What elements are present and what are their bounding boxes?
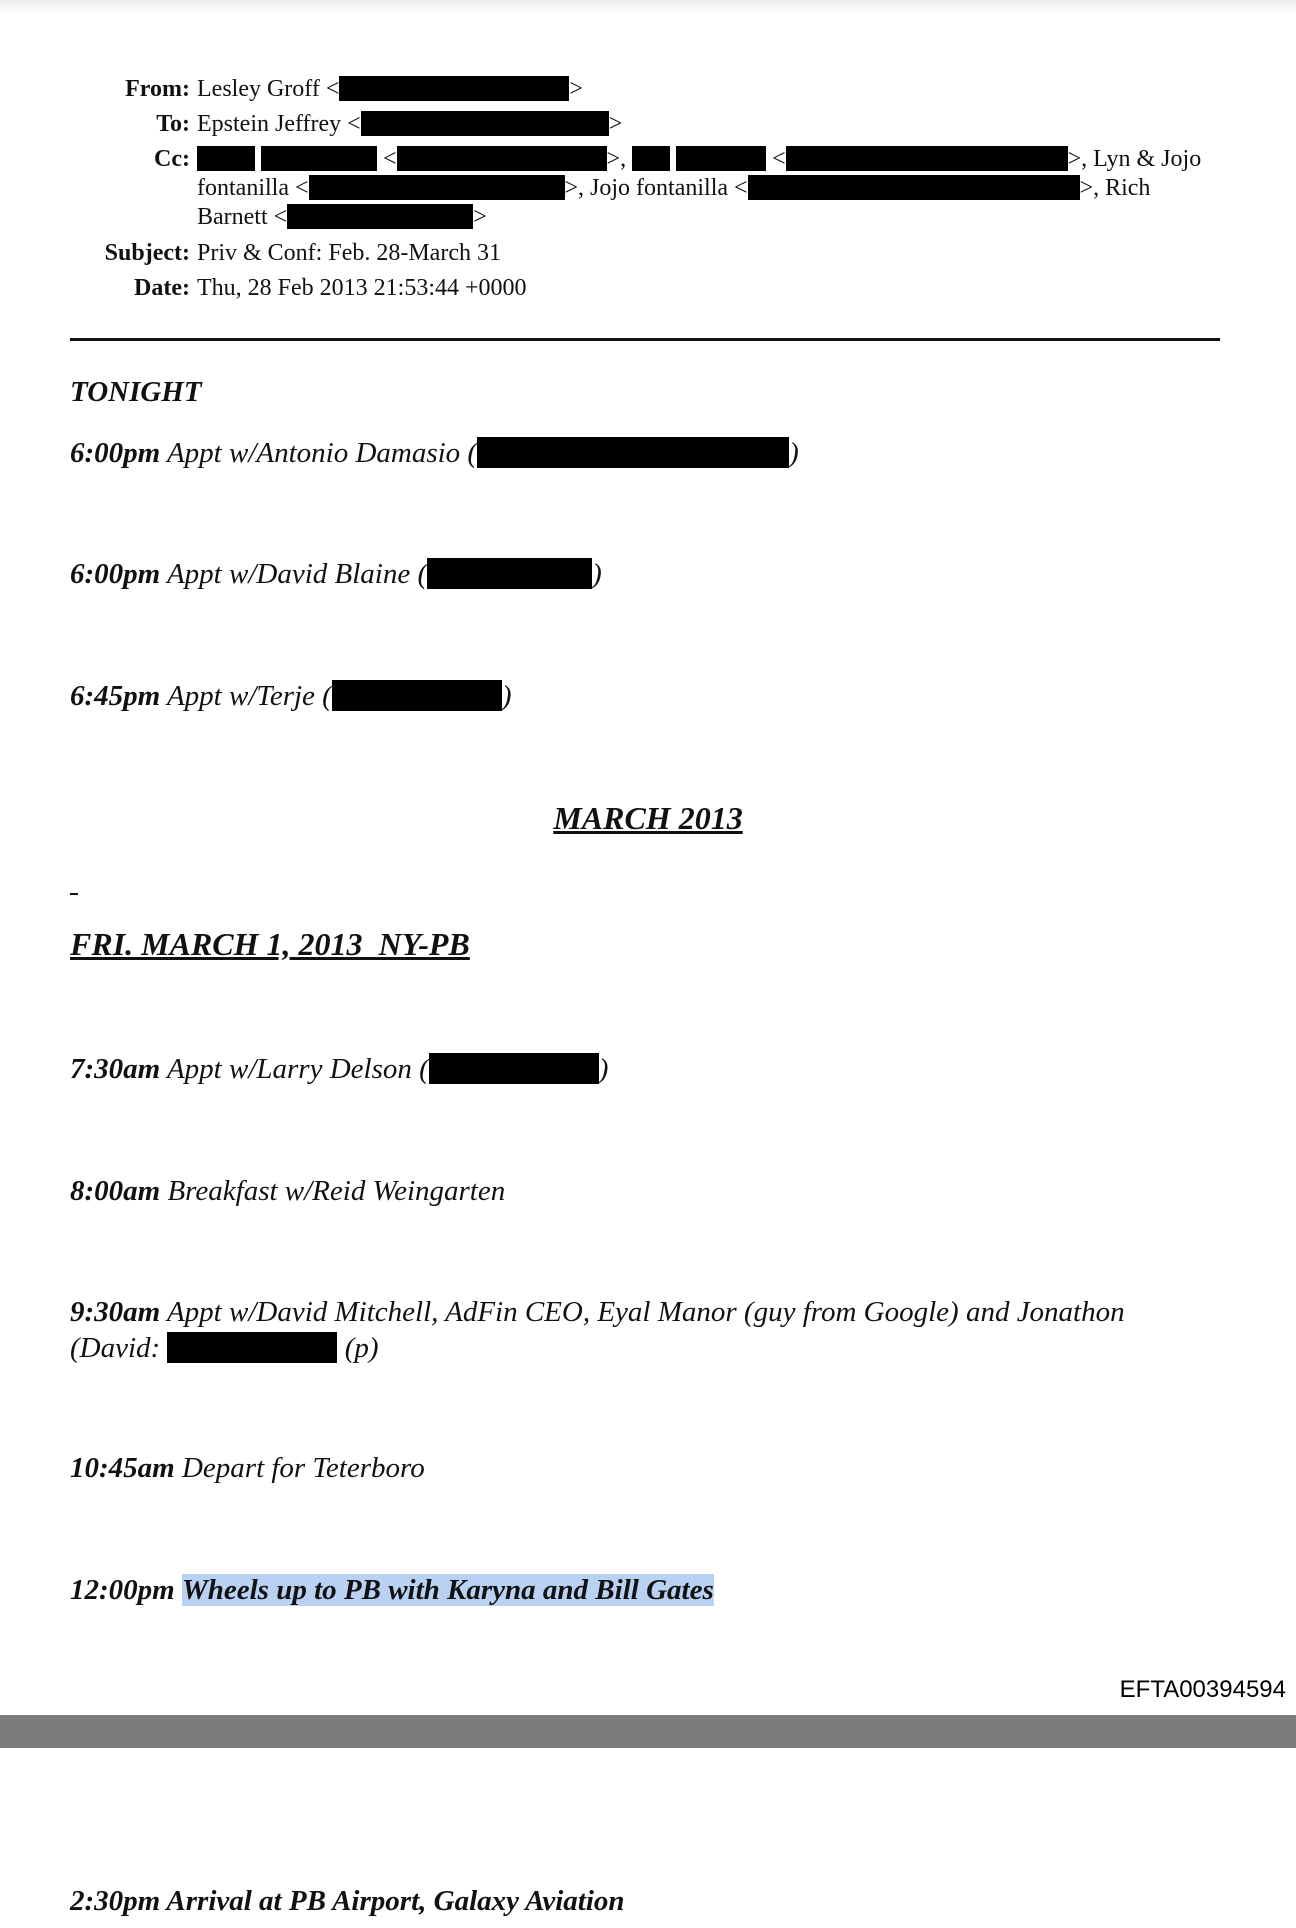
page-top-shadow bbox=[0, 0, 1296, 14]
schedule-item bbox=[70, 1573, 714, 1607]
redaction-box bbox=[397, 146, 607, 171]
schedule-item bbox=[70, 679, 512, 713]
item-close: ) bbox=[592, 558, 602, 590]
document-page-next bbox=[0, 1748, 1296, 1928]
cc-text: >, Rich bbox=[1079, 175, 1151, 201]
schedule-item bbox=[70, 1884, 625, 1918]
item-text: Appt w/David Blaine ( bbox=[166, 558, 428, 590]
item-text: Appt w/David Mitchell, AdFin CEO, Eyal Manor (guy from Google) and Jonathon bbox=[166, 1296, 1125, 1328]
item-text: Arrival at PB Airport, Galaxy Aviation bbox=[166, 1885, 625, 1917]
cc-label: Cc: bbox=[154, 146, 190, 172]
schedule-item-continued bbox=[70, 1331, 379, 1365]
item-text: (David: bbox=[70, 1332, 161, 1364]
item-text: Depart for Teterboro bbox=[181, 1452, 425, 1484]
item-time: 7:30am bbox=[70, 1053, 161, 1085]
dash-mark bbox=[70, 893, 78, 895]
from-label: From: bbox=[125, 76, 190, 102]
redaction-box bbox=[477, 437, 789, 468]
item-text: Breakfast w/Reid Weingarten bbox=[167, 1175, 506, 1207]
redaction-box bbox=[786, 146, 1068, 171]
subject-value: Priv & Conf: Feb. 28-March 31 bbox=[197, 240, 501, 266]
redaction-box bbox=[339, 76, 569, 101]
item-time: 6:45pm bbox=[70, 680, 161, 712]
cc-line-3 bbox=[197, 203, 487, 232]
schedule-item bbox=[70, 1174, 505, 1208]
cc-text: fontanilla < bbox=[197, 175, 309, 201]
redaction-box bbox=[309, 175, 565, 200]
from-name: Lesley Groff < bbox=[197, 76, 340, 102]
cc-line-1 bbox=[197, 145, 1201, 174]
highlighted-text[interactable]: Wheels up to PB with Karyna and Bill Gates bbox=[181, 1574, 714, 1606]
schedule-item bbox=[70, 1295, 1125, 1329]
item-time: 6:00pm bbox=[70, 437, 161, 469]
item-time: 8:00am bbox=[70, 1175, 161, 1207]
day-heading: FRI. MARCH 1, 2013 NY-PB bbox=[70, 926, 470, 962]
cc-text: >, Jojo fontanilla < bbox=[564, 175, 748, 201]
date-value: Thu, 28 Feb 2013 21:53:44 +0000 bbox=[197, 275, 527, 301]
redaction-box bbox=[287, 204, 473, 229]
item-time: 6:00pm bbox=[70, 558, 161, 590]
to-close: > bbox=[608, 111, 623, 137]
schedule-item bbox=[70, 436, 799, 470]
month-heading: MARCH 2013 bbox=[553, 800, 743, 836]
cc-tail: >, Lyn & Jojo bbox=[1067, 146, 1202, 172]
cc-line-2 bbox=[197, 174, 1150, 203]
item-time: 9:30am bbox=[70, 1296, 161, 1328]
item-close: ) bbox=[501, 680, 512, 712]
redaction-box bbox=[361, 111, 609, 136]
item-text: Appt w/Antonio Damasio ( bbox=[166, 437, 478, 469]
redaction-box bbox=[167, 1332, 337, 1363]
from-close: > bbox=[569, 76, 583, 102]
redaction-box bbox=[632, 146, 670, 171]
header-divider bbox=[70, 338, 1220, 341]
schedule-item bbox=[70, 1052, 608, 1086]
item-close: ) bbox=[598, 1053, 609, 1085]
item-time: 10:45am bbox=[70, 1452, 175, 1484]
to-name: Epstein Jeffrey < bbox=[197, 111, 361, 137]
item-close: ) bbox=[789, 437, 799, 469]
tonight-heading: TONIGHT bbox=[70, 376, 202, 408]
page-separator bbox=[0, 1715, 1296, 1748]
schedule-item bbox=[70, 1451, 425, 1485]
cc-sep: < bbox=[772, 146, 786, 172]
item-time: 12:00pm bbox=[70, 1574, 175, 1606]
to-label: To: bbox=[156, 111, 190, 137]
subject-label: Subject: bbox=[104, 240, 190, 266]
cc-sep: < bbox=[383, 146, 397, 172]
item-text: (p) bbox=[344, 1332, 379, 1364]
document-id: EFTA00394594 bbox=[1119, 1676, 1286, 1703]
redaction-box bbox=[748, 175, 1080, 200]
to-value bbox=[197, 110, 622, 139]
redaction-box bbox=[676, 146, 766, 171]
cc-text: Barnett < bbox=[197, 204, 288, 230]
cc-sep: >, bbox=[606, 146, 627, 172]
item-time: 2:30pm bbox=[70, 1885, 161, 1917]
redaction-box bbox=[429, 1053, 599, 1084]
from-value bbox=[197, 75, 583, 104]
cc-text: > bbox=[473, 204, 487, 230]
date-label: Date: bbox=[134, 275, 190, 301]
schedule-item bbox=[70, 557, 602, 591]
redaction-box bbox=[427, 558, 592, 589]
redaction-box bbox=[261, 146, 377, 171]
item-text: Appt w/Larry Delson ( bbox=[166, 1053, 429, 1085]
redaction-box bbox=[332, 680, 502, 711]
redaction-box bbox=[197, 146, 255, 171]
item-text: Appt w/Terje ( bbox=[166, 680, 332, 712]
